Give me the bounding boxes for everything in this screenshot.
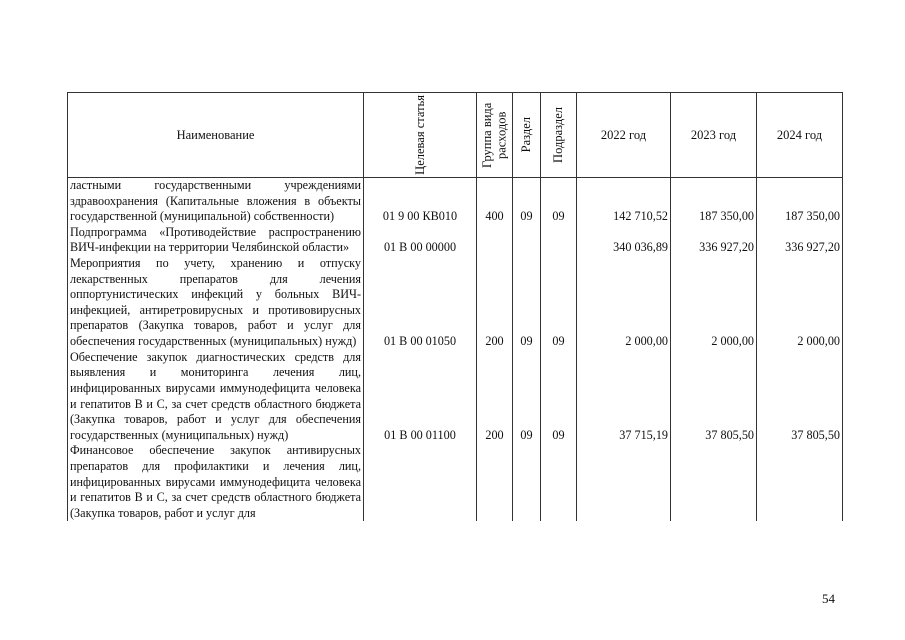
row-section: 09 xyxy=(513,178,541,225)
header-section: Раздел xyxy=(513,93,541,178)
row-name: Подпрограмма «Противодействие распространению ВИЧ-инфекции на территории Челябинской области» xyxy=(68,225,364,256)
table-row xyxy=(68,443,843,521)
header-subsection: Подраздел xyxy=(541,93,577,178)
row-amount-2024 xyxy=(757,443,843,521)
page-number: 54 xyxy=(822,591,835,606)
row-name: ластными государственными учреждениями здравоохранения (Капитальные вложения в объекты государственной (муниципальной) собственности) xyxy=(68,178,364,225)
row-amount-2023: 187 350,00 xyxy=(671,178,757,225)
table-row xyxy=(68,350,843,444)
row-name: Мероприятия по учету, хранению и отпуску лекарственных препаратов для лечения оппортунистических инфекций у больных ВИЧ-инфекцией, антиретровирусных и противовирусных препаратов (Закупка товаров, работ и услуг для обеспечения государственных (муниципальных) нужд) xyxy=(68,256,364,350)
header-year-2023: 2023 год xyxy=(671,93,757,178)
row-target-code: 01 В 00 01100 xyxy=(364,350,477,444)
row-name: Обеспечение закупок диагностических средств для выявления и мониторинга лечения лиц, инфицированных вирусами иммунодефицита человека и гепатитов В и С, за счет средств областного бюджета (Закупка товаров, работ и услуг для обеспечения государственных (муниципальных) нужд) xyxy=(68,350,364,444)
row-expense-group: 400 xyxy=(477,178,513,225)
table-row xyxy=(68,225,843,256)
row-expense-group xyxy=(477,443,513,521)
table-header-row xyxy=(68,93,843,178)
row-target-code: 01 В 00 01050 xyxy=(364,256,477,350)
row-name: Финансовое обеспечение закупок антивирусных препаратов для профилактики и лечения лиц, инфицированных вирусами иммунодефицита человека и гепатитов В и С, за счет средств областного бюджета (Закупка товаров, работ и услуг для xyxy=(68,443,364,521)
row-target-code: 01 В 00 00000 xyxy=(364,225,477,256)
row-target-code: 01 9 00 КВ010 xyxy=(364,178,477,225)
row-amount-2022: 37 715,19 xyxy=(577,350,671,444)
row-amount-2023: 37 805,50 xyxy=(671,350,757,444)
row-section: 09 xyxy=(513,256,541,350)
row-subsection xyxy=(541,443,577,521)
row-amount-2024: 37 805,50 xyxy=(757,350,843,444)
row-amount-2022: 340 036,89 xyxy=(577,225,671,256)
row-section xyxy=(513,225,541,256)
row-amount-2024: 187 350,00 xyxy=(757,178,843,225)
header-name: Наименование xyxy=(68,93,364,178)
budget-table xyxy=(67,92,843,521)
row-expense-group: 200 xyxy=(477,350,513,444)
table-row xyxy=(68,256,843,350)
row-expense-group xyxy=(477,225,513,256)
row-amount-2022: 142 710,52 xyxy=(577,178,671,225)
table-row xyxy=(68,178,843,225)
row-section xyxy=(513,443,541,521)
row-amount-2022 xyxy=(577,443,671,521)
row-section: 09 xyxy=(513,350,541,444)
row-subsection xyxy=(541,225,577,256)
header-year-2024: 2024 год xyxy=(757,93,843,178)
row-expense-group: 200 xyxy=(477,256,513,350)
row-subsection: 09 xyxy=(541,178,577,225)
row-amount-2023 xyxy=(671,443,757,521)
row-subsection: 09 xyxy=(541,256,577,350)
row-amount-2023: 2 000,00 xyxy=(671,256,757,350)
row-amount-2023: 336 927,20 xyxy=(671,225,757,256)
header-year-2022: 2022 год xyxy=(577,93,671,178)
row-amount-2024: 336 927,20 xyxy=(757,225,843,256)
row-amount-2024: 2 000,00 xyxy=(757,256,843,350)
row-subsection: 09 xyxy=(541,350,577,444)
row-amount-2022: 2 000,00 xyxy=(577,256,671,350)
row-target-code xyxy=(364,443,477,521)
header-target-article: Целевая статья xyxy=(364,93,477,178)
header-expense-group: Группа вида расходов xyxy=(477,93,513,178)
